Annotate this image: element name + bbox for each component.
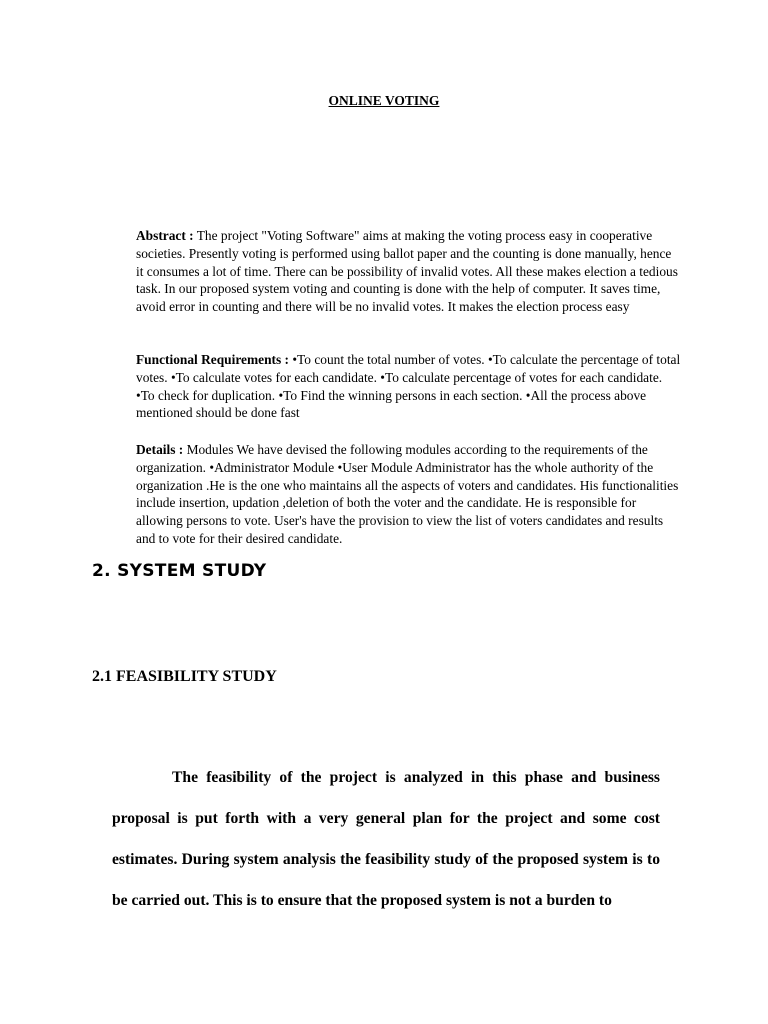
abstract-paragraph — [136, 227, 682, 316]
subsection-heading-feasibility-study: 2.1 FEASIBILITY STUDY — [92, 668, 277, 685]
functional-requirements-label: Functional Requirements : — [136, 352, 289, 367]
functional-requirements-paragraph — [136, 351, 682, 422]
functional-requirements-text: •To count the total number of votes. •To calculate the percentage of total votes. •To calculate votes for each candidate. •To calculate percentage of votes for each candidate. •To check for duplication. •To Find the winning persons in each section. •All the process above mentioned should be done fast — [136, 352, 681, 421]
details-text: Modules We have devised the following modules according to the requirements of the organization. •Administrator Module •User Module Administrator has the whole authority of the organization .He is the one who maintains all the aspects of voters and candidates. His functionalities include insertion, updation ,deletion of both the voter and the candidate. He is responsible for allowing persons to vote. User's have the provision to view the list of voters candidates and results and to vote for their desired candidate. — [136, 442, 679, 546]
details-paragraph — [136, 441, 682, 548]
details-label: Details : — [136, 442, 184, 457]
document-title: ONLINE VOTING — [328, 93, 440, 108]
section-heading-system-study: 2. SYSTEM STUDY — [92, 561, 267, 581]
abstract-text: The project "Voting Software" aims at making the voting process easy in cooperative societies. Presently voting is performed using ballot paper and the counting is done manually, hence it consumes a lot of time. There can be possibility of invalid votes. All these makes election a tedious task. In our proposed system voting and counting is done with the help of computer. It saves time, avoid error in counting and there will be no invalid votes. It makes the election process easy — [136, 228, 678, 315]
feasibility-body-paragraph: The feasibility of the project is analyzed in this phase and business proposal is put forth with a very general plan for the project and some cost estimates. During system analysis the feasibility study of the proposed system is to be carried out. This is to ensure that the proposed system is not a burden to — [112, 769, 660, 909]
abstract-label: Abstract : — [136, 228, 194, 243]
